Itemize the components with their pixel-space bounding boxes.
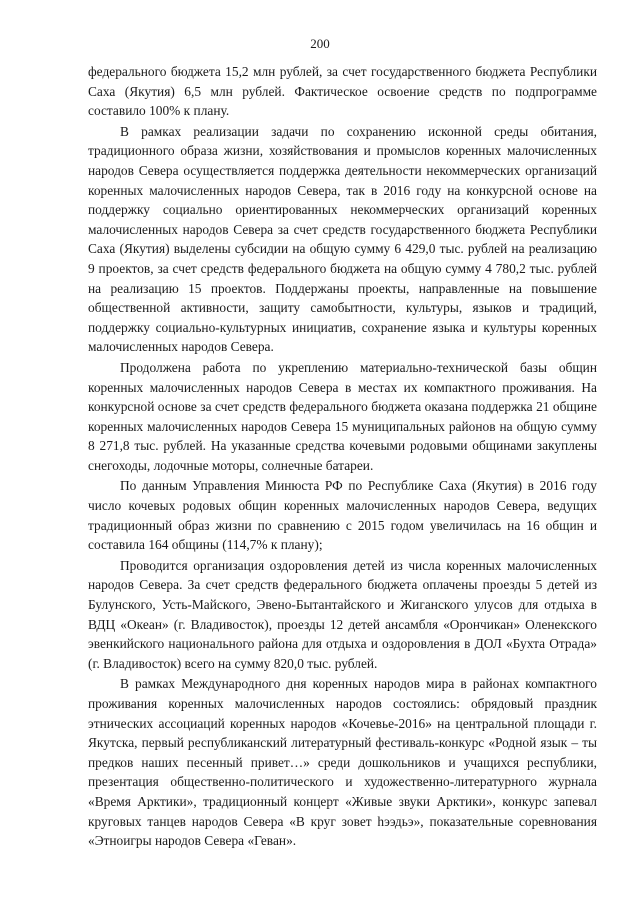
page-number: 200 <box>310 36 330 51</box>
paragraph-children-recreation: Проводится организация оздоровления детей из числа коренных малочисленных народов Севера. За счет средств федерального бюджета оплачены проезды 5 детей из Булунского, Усть-Майского, Эвено-Бытантайского и Жиганского улусов для отдыха в ВДЦ «Океан» (г. Владивосток), проезды 12 детей ансамбля «Орончикан» Оленекского эвенкийского национального района для отдыха и оздоровления в ДОЛ «Бухта Отрада» (г. Владивосток) всего на сумму 820,0 тыс. рублей. <box>88 557 597 671</box>
paragraph-budget-continuation: федерального бюджета 15,2 млн рублей, за счет государственного бюджета Республики Саха (Якутия) 6,5 млн рублей. Фактическое освоение средств по подпрограмме составило 100% к плану. <box>88 64 597 119</box>
paragraph-community-material-base: Продолжена работа по укреплению материально-технической базы общин коренных малочисленных народов Севера в местах их компактного проживания. На конкурсной основе за счет средств федерального бюджета оказана поддержка 21 общине коренных малочисленных народов Севера 15 муниципальных районов на общую сумму 8 271,8 тыс. рублей. На указанные средства кочевыми родовыми общинами закуплены снегоходы, лодочные моторы, солнечные батареи. <box>88 359 597 473</box>
paragraph-indigenous-day-events: В рамках Международного дня коренных народов мира в районах компактного проживания коренных малочисленных народов состоялись: обрядовый праздник этнических ассоциаций коренных народов «Кочевье-2016» на центральной площади г. Якутска, первый республиканский литературный фестиваль-конкурс «Родной язык – ты предков наших песенный привет…» среди дошкольников и учащихся республики, презентация общественно-политического и художественно-литературного журнала «Время Арктики», традиционный концерт «Живые звуки Арктики», конкурс запевал круговых танцев народов Севера «В круг зовет һээдьэ», показательные соревнования «Этноигры народов Севера «Геван». <box>88 676 597 849</box>
document-body <box>88 62 597 851</box>
paragraph-ngo-support: В рамках реализации задачи по сохранению исконной среды обитания, традиционного образа жизни, хозяйствования и промыслов коренных малочисленных народов Севера осуществляется поддержка деятельности некоммерческих организаций коренных малочисленных народов Севера, так в 2016 году на конкурсной основе на поддержку социально ориентированных некоммерческих организаций коренных малочисленных народов Севера за счет средств государственного бюджета Республики Саха (Якутия) выделены субсидии на общую сумму 6 429,0 тыс. рублей на реализацию 9 проектов, за счет средств федерального бюджета на общую сумму 4 780,2 тыс. рублей на реализацию 15 проектов. Поддержаны проекты, направленные на повышение общественной активности, защиту самобытности, культуры, языков и традиций, поддержку социально-культурных инициатив, сохранение языка и культуры коренных малочисленных народов Севера. <box>88 123 597 355</box>
paragraph-nomadic-communities-count: По данным Управления Минюста РФ по Республике Саха (Якутия) в 2016 году число кочевых родовых общин коренных малочисленных народов Севера, ведущих традиционный образ жизни по сравнению с 2015 годом увеличилась на 16 общин и составила 164 общины (114,7% к плану); <box>88 478 597 553</box>
